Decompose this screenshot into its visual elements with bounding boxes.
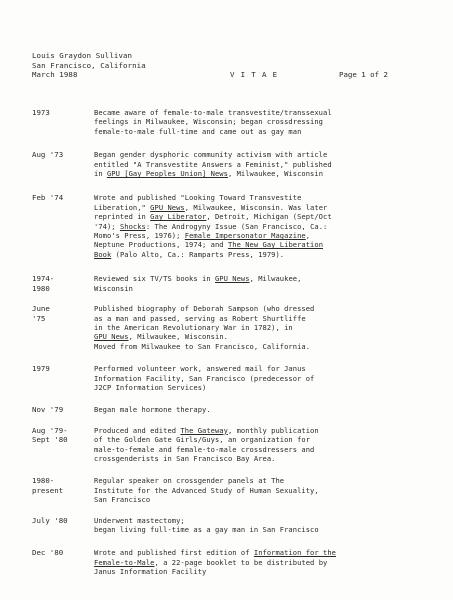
vitae-entry	[32, 548, 432, 576]
entry-date-line: 1974-	[32, 274, 55, 284]
entry-date-line: Nov '79	[32, 405, 64, 415]
author-name: Louis Graydon Sullivan	[32, 51, 133, 60]
vitae-entry	[32, 150, 432, 178]
entry-text-line: Book (Palo Alto, Ca.: Ramparts Press, 1979).	[94, 249, 285, 259]
author-location: San Francisco, California	[32, 60, 146, 70]
vitae-entry	[32, 274, 432, 293]
entry-text-line: Underwent mastectomy;	[94, 515, 185, 525]
document-title: VITAE	[230, 70, 284, 79]
vitae-entry	[32, 304, 432, 351]
entry-text-line: Institute for the Advanced Study of Human Sexuality,	[94, 485, 319, 495]
entry-text-line: of the Golden Gate Girls/Guys, an organization for	[94, 435, 311, 445]
entry-description	[94, 516, 432, 535]
vitae-entry	[32, 476, 432, 504]
entry-date-line: Feb '74	[32, 193, 64, 203]
vitae-entries	[32, 108, 432, 589]
vitae-entry	[32, 426, 432, 464]
entry-description	[94, 274, 432, 293]
entry-text-line: crossgenderists in San Francisco Bay Area.	[94, 453, 276, 463]
entry-description	[94, 193, 432, 259]
entry-description	[94, 304, 432, 351]
entry-date	[32, 193, 94, 259]
entry-date	[32, 304, 94, 351]
entry-description	[94, 548, 432, 576]
entry-text-line: Published biography of Deborah Sampson (who dressed	[94, 304, 315, 314]
entry-description	[94, 150, 432, 178]
entry-text-line: Female-to-Male, a 22-page booklet to be distributed by	[94, 557, 328, 567]
entry-description	[94, 108, 432, 136]
entry-description	[94, 405, 432, 414]
vitae-entry	[32, 193, 432, 259]
entry-date	[32, 426, 94, 464]
entry-date	[32, 405, 94, 414]
entry-date-line: Aug '79-	[32, 425, 68, 435]
entry-date	[32, 516, 94, 535]
vitae-entry	[32, 108, 432, 136]
entry-date	[32, 150, 94, 178]
entry-text-line: as a man and passed, serving as Robert Shurtliffe	[94, 313, 306, 323]
entry-text-line: male-to-female and female-to-male crossdressers and	[94, 444, 315, 454]
entry-date-line: 1980-	[32, 476, 55, 486]
entry-text-line: Wisconsin	[94, 283, 133, 293]
entry-text-line: Performed volunteer work, answered mail for Janus	[94, 364, 306, 374]
entry-text-line: feelings in Milwaukee, Wisconsin; began crossdressing	[94, 117, 324, 127]
entry-text-line: San Francisco	[94, 495, 151, 505]
entry-date-line: 1973	[32, 108, 50, 117]
entry-date-line: Dec '80	[32, 548, 64, 558]
entry-text-line: in the American Revolutionary War in 1782), in	[94, 322, 293, 332]
entry-description	[94, 426, 432, 464]
entry-text-line: J2CP Information Services)	[94, 382, 207, 392]
entry-text-line: began living full-time as a gay man in San Francisco	[94, 525, 319, 534]
entry-date	[32, 274, 94, 293]
entry-date-line: Aug '73	[32, 150, 64, 160]
entry-date-line: 1979	[32, 364, 50, 374]
entry-text-line: Became aware of female-to-male transvestite/transsexual	[94, 108, 332, 117]
entry-text-line: Janus Information Facility	[94, 567, 207, 577]
entry-text-line: Began gender dysphoric community activism with article	[94, 150, 328, 160]
entry-text-line: Moved from Milwaukee to San Francisco, California.	[94, 341, 311, 351]
vitae-entry	[32, 364, 432, 392]
entry-date	[32, 364, 94, 392]
entry-text-line: Reviewed six TV/TS books in GPU News, Milwaukee,	[94, 274, 302, 284]
entry-date-line: June	[32, 304, 50, 314]
entry-date-line: '75	[32, 313, 46, 323]
vitae-entry	[32, 516, 432, 535]
vitae-entry	[32, 405, 432, 414]
entry-text-line: Produced and edited The Gateway, monthly publication	[94, 425, 319, 435]
entry-text-line: Neptune Productions, 1974; and The New Gay Liberation	[94, 240, 324, 250]
entry-date-line: present	[32, 485, 64, 495]
entry-text-line: GPU News, Milwaukee, Wisconsin.	[94, 332, 228, 342]
entry-date	[32, 548, 94, 576]
entry-text-line: female-to-male full-time and came out as gay man	[94, 126, 302, 136]
entry-date-line: 1980	[32, 283, 50, 293]
page-number: Page 1 of 2	[339, 70, 388, 79]
entry-date-line: July '80	[32, 515, 68, 525]
entry-text-line: Wrote and published "Looking Toward Transvestite	[94, 193, 302, 203]
entry-text-line: Momo's Press, 1976); Female Impersonator Magazine,	[94, 231, 311, 241]
entry-description	[94, 476, 432, 504]
entry-text-line: Regular speaker on crossgender panels at The	[94, 476, 285, 486]
entry-text-line: Wrote and published first edition of Information for the	[94, 548, 336, 558]
entry-date-line: Sept '80	[32, 435, 68, 445]
document-date: March 1988	[32, 70, 78, 80]
entry-date	[32, 476, 94, 504]
entry-text-line: Began male hormone therapy.	[94, 405, 211, 415]
entry-date	[32, 108, 94, 136]
entry-text-line: '74); Shocks: The Androgyny Issue (San Francisco, Ca.:	[94, 221, 328, 231]
entry-description	[94, 364, 432, 392]
entry-text-line: entitled "A Transvestite Answers a Feminist," published	[94, 159, 332, 169]
entry-text-line: Liberation," GPU News, Milwaukee, Wisconsin. Was later	[94, 202, 328, 212]
entry-text-line: reprinted in Gay Liberator, Detroit, Michigan (Sept/Oct	[94, 212, 332, 222]
entry-text-line: Information Facility, San Francisco (predecessor of	[94, 373, 315, 383]
entry-text-line: in GPU [Gay Peoples Union] News, Milwaukee, Wisconsin	[94, 169, 324, 179]
